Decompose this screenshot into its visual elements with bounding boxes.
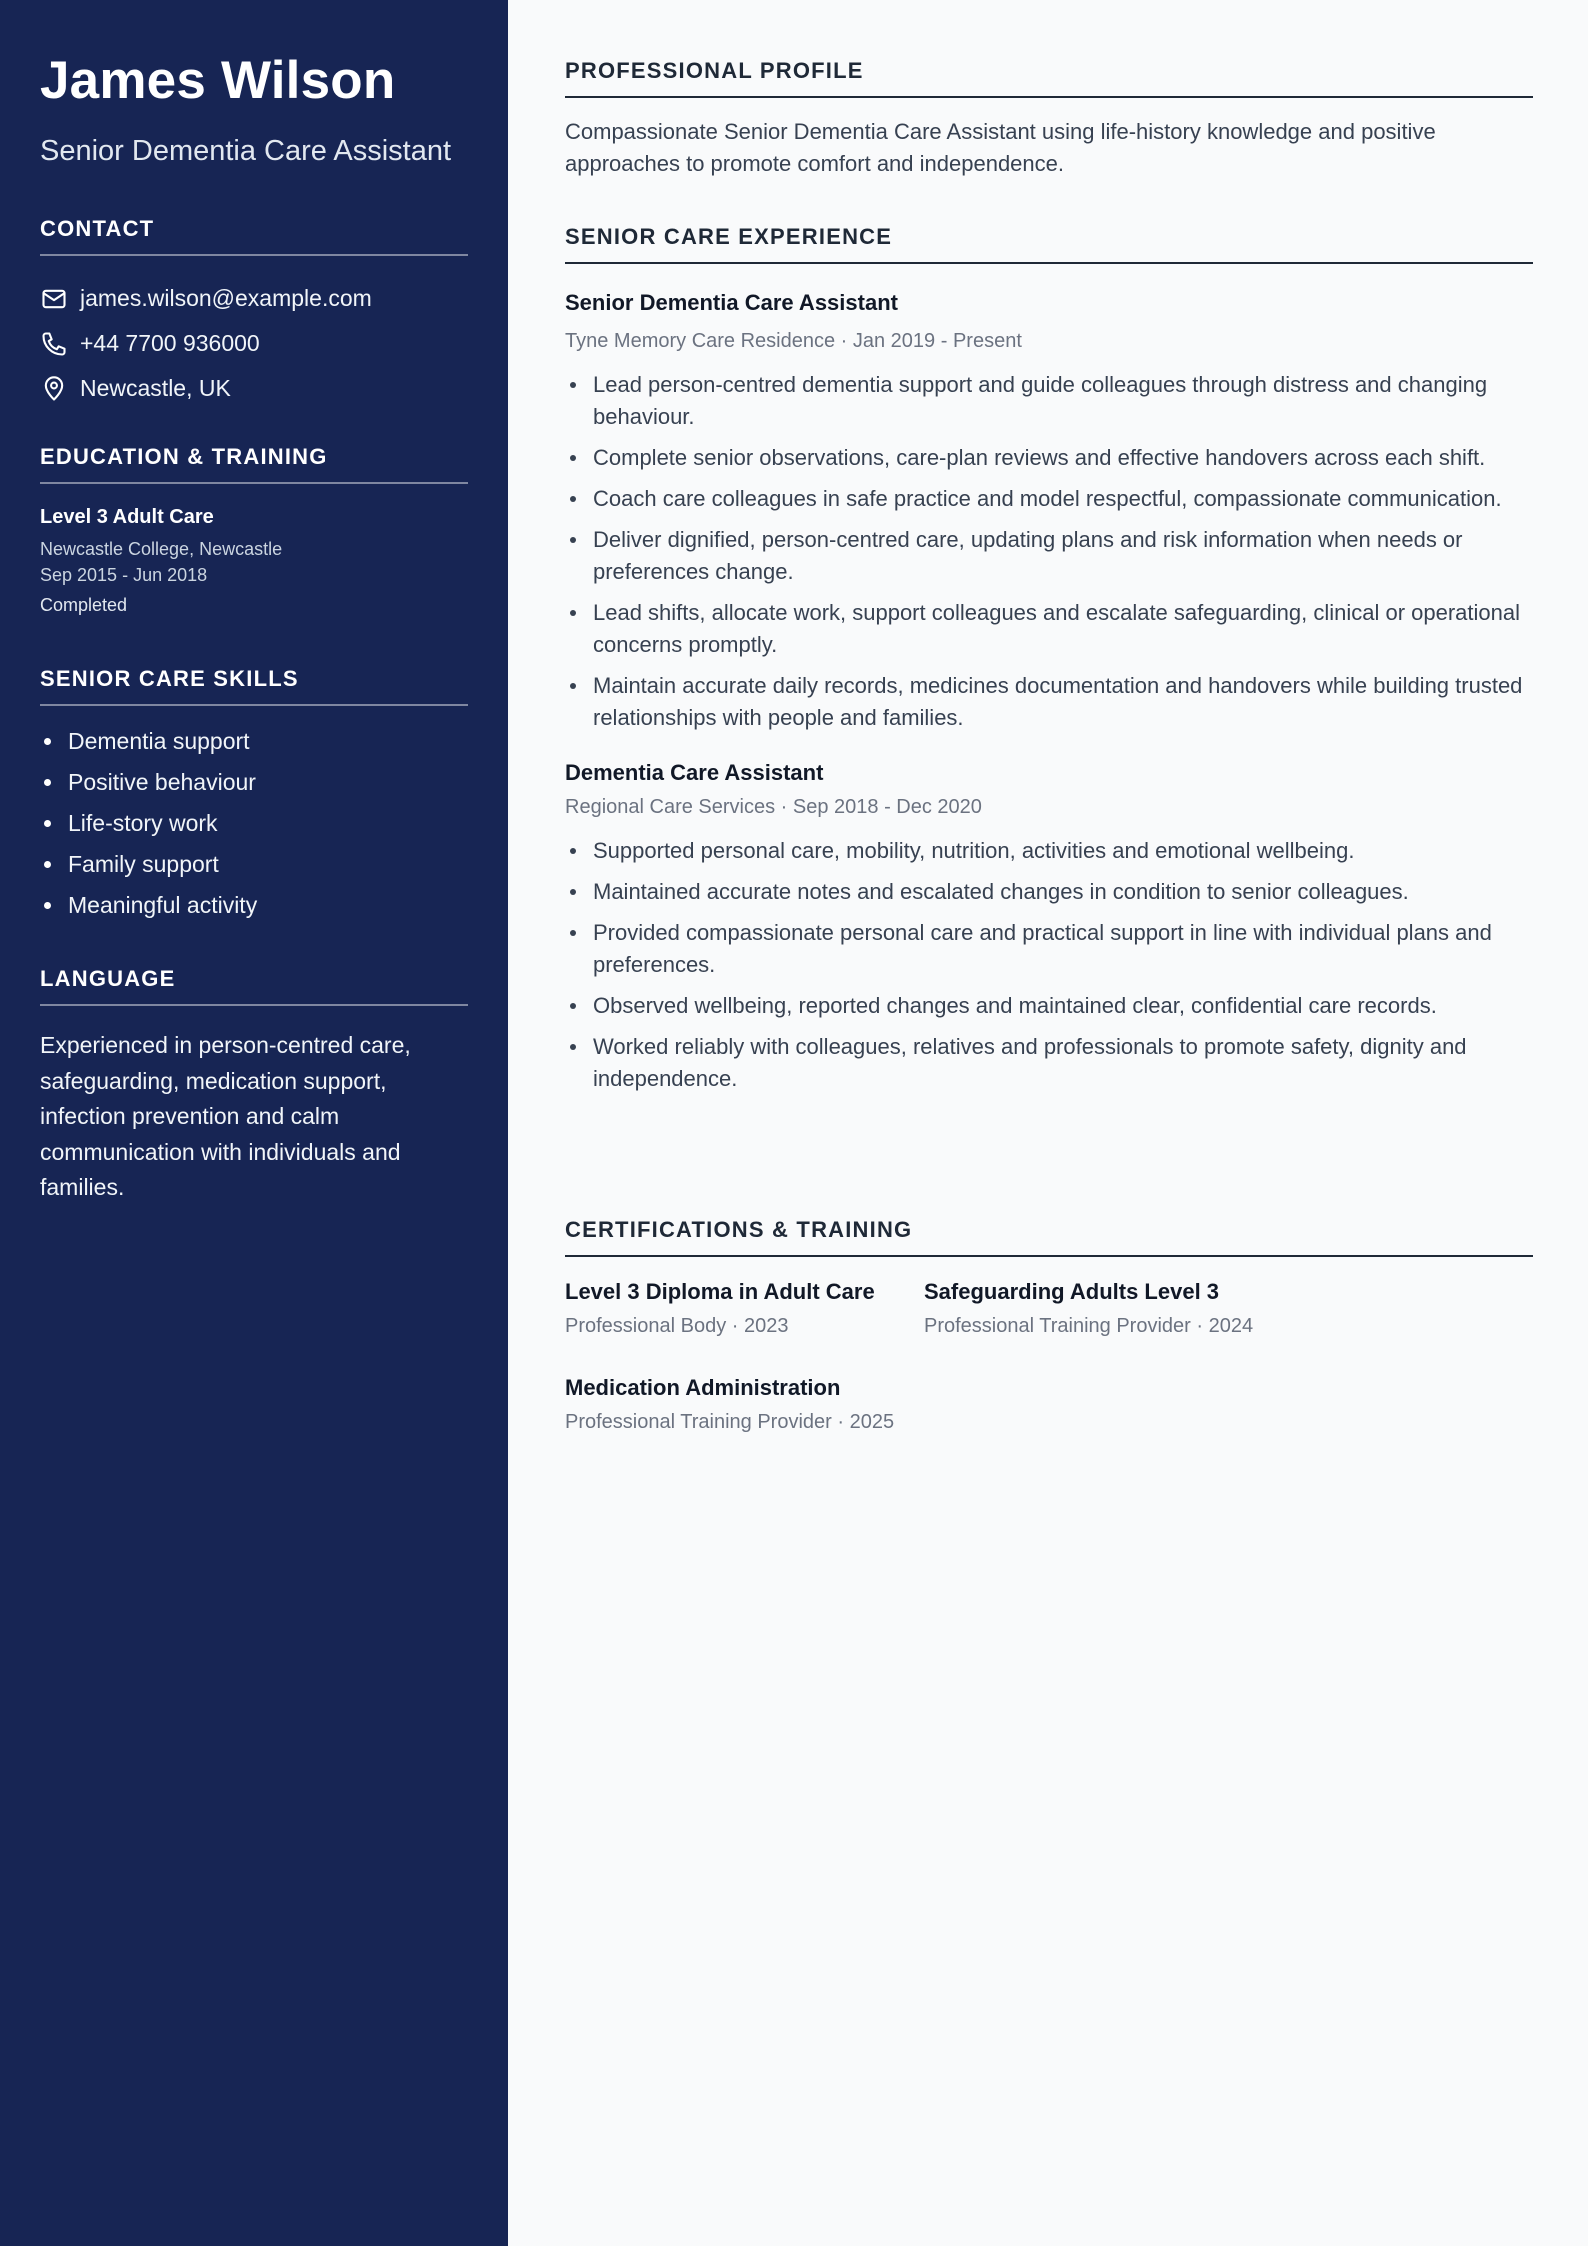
list-item: Supported personal care, mobility, nutrition, activities and emotional wellbeing. <box>565 835 1533 867</box>
list-item: Family support <box>40 849 468 890</box>
list-item: Dementia support <box>40 726 468 767</box>
skills-list <box>40 726 468 931</box>
education-dates: Sep 2015 - Jun 2018 <box>40 565 208 585</box>
list-item: Maintained accurate notes and escalated changes in condition to senior colleagues. <box>565 876 1533 908</box>
job-meta: Regional Care Services · Sep 2018 - Dec 2020 <box>565 796 982 818</box>
language-text: Experienced in person-centred care, safeguarding, medication support, infection prevention and calm communication with individuals and families. <box>40 1032 411 1200</box>
contact-email-text: james.wilson@example.com <box>80 285 372 311</box>
certification-meta: Professional Training Provider · 2025 <box>565 1411 895 1433</box>
certification-item <box>924 1279 1253 1338</box>
list-item: Deliver dignified, person-centred care, updating plans and risk information when needs or preferences change. <box>565 524 1533 588</box>
sidebar <box>0 0 508 2246</box>
education-institution: Newcastle College, Newcastle <box>40 539 283 559</box>
job-title: Dementia Care Assistant <box>565 760 824 785</box>
experience-heading: SENIOR CARE EXPERIENCE <box>565 224 1533 264</box>
certification-meta: Professional Body · 2023 <box>565 1315 789 1337</box>
job-meta: Tyne Memory Care Residence · Jan 2019 - Present <box>565 330 1022 352</box>
education-title: Level 3 Adult Care <box>40 506 214 528</box>
profile-text: Compassionate Senior Dementia Care Assistant using life-history knowledge and positive approaches to promote comfort and independence. <box>565 119 1436 176</box>
list-item: Worked reliably with colleagues, relatives and professionals to promote safety, dignity and independence. <box>565 1031 1533 1095</box>
contact-location-text: Newcastle, UK <box>80 375 231 401</box>
language-heading: LANGUAGE <box>40 966 468 1006</box>
mail-icon <box>40 285 68 313</box>
contact-section <box>40 216 468 411</box>
experience-section <box>565 224 1533 1104</box>
certification-name: Level 3 Diploma in Adult Care <box>565 1279 875 1304</box>
list-item: Positive behaviour <box>40 767 468 808</box>
profile-section <box>565 58 1533 180</box>
candidate-role: Senior Dementia Care Assistant <box>40 135 452 167</box>
list-item: Lead person-centred dementia support and guide colleagues through distress and changing behaviour. <box>565 369 1533 433</box>
job-bullets <box>565 369 1533 734</box>
certification-item <box>565 1279 875 1338</box>
profile-heading: PROFESSIONAL PROFILE <box>565 58 1533 98</box>
job-title: Senior Dementia Care Assistant <box>565 290 898 315</box>
list-item: Meaningful activity <box>40 890 468 931</box>
list-item: Coach care colleagues in safe practice and model respectful, compassionate communication. <box>565 483 1533 515</box>
contact-heading: CONTACT <box>40 216 468 256</box>
contact-email[interactable] <box>40 276 468 321</box>
list-item: Lead shifts, allocate work, support colleagues and escalate safeguarding, clinical or operational concerns promptly. <box>565 597 1533 661</box>
list-item: Provided compassionate personal care and practical support in line with individual plans and preferences. <box>565 917 1533 981</box>
education-heading: EDUCATION & TRAINING <box>40 444 468 484</box>
certification-name: Medication Administration <box>565 1375 841 1400</box>
list-item: Complete senior observations, care-plan reviews and effective handovers across each shift. <box>565 442 1533 474</box>
job-entry <box>565 290 1533 734</box>
location-pin-icon <box>40 375 68 403</box>
list-item: Life-story work <box>40 808 468 849</box>
contact-location <box>40 366 468 411</box>
education-status: Completed <box>40 595 128 615</box>
job-bullets <box>565 835 1533 1095</box>
job-entry <box>565 760 1533 1095</box>
contact-phone-text: +44 7700 936000 <box>80 330 260 356</box>
list-item: Maintain accurate daily records, medicines documentation and handovers while building trusted relationships with people and families. <box>565 670 1533 734</box>
certifications-section <box>565 1217 1533 1447</box>
list-item: Observed wellbeing, reported changes and maintained clear, confidential care records. <box>565 990 1533 1022</box>
certification-meta: Professional Training Provider · 2024 <box>924 1315 1254 1337</box>
candidate-name: James Wilson <box>40 51 396 110</box>
skills-section <box>40 666 468 931</box>
contact-phone[interactable] <box>40 321 468 366</box>
certification-name: Safeguarding Adults Level 3 <box>924 1279 1220 1304</box>
certification-item <box>565 1375 894 1434</box>
language-section <box>40 966 468 1206</box>
skills-heading: SENIOR CARE SKILLS <box>40 666 468 706</box>
contact-list <box>40 276 468 411</box>
certifications-heading: CERTIFICATIONS & TRAINING <box>565 1217 1533 1257</box>
phone-icon <box>40 330 68 358</box>
education-section <box>40 444 468 616</box>
